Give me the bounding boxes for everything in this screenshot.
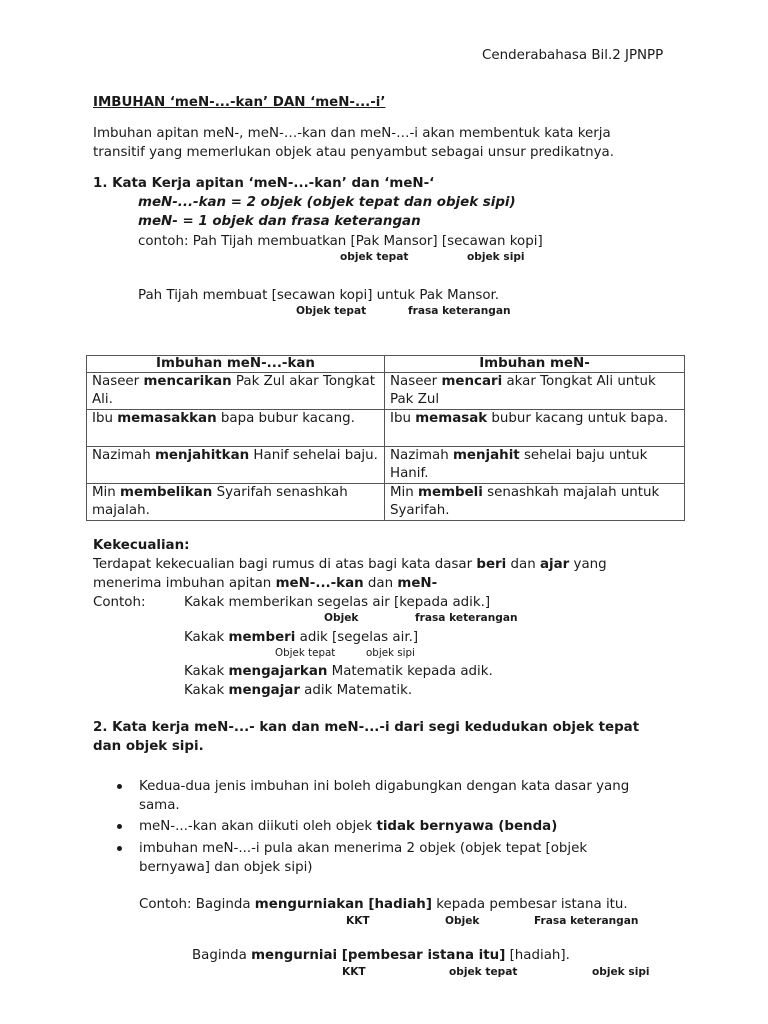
- text: kepada pembesar istana itu.: [431, 897, 628, 912]
- cell-text: Ibu: [92, 411, 118, 426]
- table-header-row: [87, 356, 685, 373]
- bullet-1-line-1: Kedua-dua jenis imbuhan ini boleh digabungkan dengan kata dasar yang: [139, 779, 630, 794]
- bold-word: tidak bernyawa (benda): [376, 819, 558, 834]
- table-cell: [385, 373, 685, 410]
- bullet-3-line-2: bernyawa] dan objek sipi): [139, 860, 313, 875]
- text: Kakak: [184, 683, 229, 698]
- exception-example-1-label-frasa: frasa keterangan: [415, 612, 518, 624]
- section-1-heading: 1. Kata Kerja apitan ‘meN-...-kan’ dan ‘meN-‘: [93, 176, 435, 191]
- cell-verb: menjahit: [452, 448, 520, 463]
- section-2-example-2: [192, 946, 570, 965]
- cell-text: Pak Zul akar Tongkat Ali.: [92, 374, 376, 407]
- cell-verb: mencarikan: [143, 374, 232, 389]
- bold-word: mengajarkan: [228, 664, 328, 679]
- exceptions-heading: Kekecualian:: [93, 538, 190, 553]
- bold-word: mengajar: [228, 683, 300, 698]
- cell-text: senashkah majalah untuk Syarifah.: [390, 485, 660, 518]
- exception-example-2-label-objek-tepat: Objek tepat: [275, 647, 336, 659]
- cell-text: Hanif sehelai baju.: [249, 448, 378, 463]
- cell-verb: membeli: [418, 485, 483, 500]
- text: dan: [363, 576, 398, 591]
- section-2-example-2-label-objek-tepat: objek tepat: [449, 966, 518, 978]
- table-cell: [385, 484, 685, 521]
- cell-text: sehelai baju untuk Hanif.: [390, 448, 648, 481]
- bullet-1-line-2: sama.: [139, 798, 180, 813]
- cell-text: bubur kacang untuk bapa.: [487, 411, 669, 426]
- cell-verb: membelikan: [120, 485, 213, 500]
- exception-example-3: [184, 662, 493, 681]
- bullet-3-line-1: imbuhan meN-...-i pula akan menerima 2 objek (objek tepat [objek: [139, 841, 588, 856]
- cell-text: bapa bubur kacang.: [216, 411, 355, 426]
- exceptions-line-1: [93, 555, 607, 574]
- table-cell: [385, 447, 685, 484]
- page-title: IMBUHAN ‘meN-...-kan’ DAN ‘meN-...-i’: [93, 95, 386, 110]
- bold-word: meN-...-kan: [275, 576, 364, 591]
- example-2-label-objek-tepat: Objek tepat: [296, 305, 367, 317]
- cell-verb: memasak: [415, 411, 488, 426]
- rule-men: meN- = 1 objek dan frasa keterangan: [138, 214, 421, 229]
- cell-text: Nazimah: [92, 448, 155, 463]
- text: Matematik kepada adik.: [327, 664, 493, 679]
- rule-men-kan: meN-...-kan = 2 objek (objek tepat dan objek sipi): [138, 195, 516, 210]
- cell-text: Min: [92, 485, 121, 500]
- cell-text: Naseer: [92, 374, 144, 389]
- text: [hadiah].: [505, 948, 570, 963]
- section-2-example-1-label-objek: Objek: [445, 915, 480, 927]
- table-header-men: Imbuhan meN-: [385, 356, 685, 373]
- cell-text: Syarifah senashkah majalah.: [92, 485, 348, 518]
- exception-example-2-label-objek-sipi: objek sipi: [366, 647, 415, 659]
- intro-line-1: Imbuhan apitan meN-, meN-…-kan dan meN-…-i akan membentuk kata kerja: [93, 126, 611, 141]
- bullet-2: [139, 817, 557, 836]
- section-2-example-1-label-frasa: Frasa keterangan: [534, 915, 639, 927]
- table-row: [87, 447, 685, 484]
- exception-example-1: Kakak memberikan segelas air [kepada adik.]: [184, 595, 491, 610]
- table-row: [87, 410, 685, 447]
- text: meN-...-kan akan diikuti oleh objek: [139, 819, 377, 834]
- cell-text: Ibu: [390, 411, 416, 426]
- cell-verb: mencari: [441, 374, 503, 389]
- text: Kakak: [184, 630, 229, 645]
- cell-text: Nazimah: [390, 448, 453, 463]
- bold-word: meN-: [397, 576, 438, 591]
- exception-example-1-label-objek: Objek: [324, 612, 359, 624]
- text: Terdapat kekecualian bagi rumus di atas bagi kata dasar: [93, 557, 477, 572]
- text: Kakak: [184, 664, 229, 679]
- bold-word: ajar: [539, 557, 570, 572]
- exception-example-2: [184, 628, 418, 647]
- text: adik [segelas air.]: [295, 630, 419, 645]
- example-1-sentence: contoh: Pah Tijah membuatkan [Pak Mansor] [secawan kopi]: [138, 234, 543, 249]
- text: dan: [506, 557, 540, 572]
- section-2-example-2-label-kkt: KKT: [342, 966, 366, 978]
- table-row: [87, 373, 685, 410]
- section-2-example-1-label-kkt: KKT: [346, 915, 370, 927]
- cell-text: Naseer: [390, 374, 442, 389]
- table-cell: [385, 410, 685, 447]
- section-2-example-2-label-objek-sipi: objek sipi: [592, 966, 650, 978]
- table-header-men-kan: Imbuhan meN-...-kan: [87, 356, 385, 373]
- comparison-table: [86, 355, 685, 521]
- exceptions-line-2: [93, 574, 437, 593]
- cell-verb: memasakkan: [117, 411, 217, 426]
- exception-example-4: [184, 681, 412, 700]
- table-cell: [87, 410, 385, 447]
- example-1-label-objek-sipi: objek sipi: [467, 251, 525, 263]
- text: yang: [569, 557, 607, 572]
- section-2-heading-line-1: 2. Kata kerja meN-...- kan dan meN-...-i dari segi kedudukan objek tepat: [93, 720, 640, 735]
- bold-word: memberi: [228, 630, 296, 645]
- cell-text: akar Tongkat Ali untuk Pak Zul: [390, 374, 656, 407]
- bold-word: beri: [476, 557, 507, 572]
- text: Baginda: [192, 948, 252, 963]
- example-2-label-frasa-keterangan: frasa keterangan: [408, 305, 511, 317]
- section-2-example-1: [139, 895, 628, 914]
- table-cell: [87, 373, 385, 410]
- example-2-sentence: Pah Tijah membuat [secawan kopi] untuk Pak Mansor.: [138, 288, 500, 303]
- table-cell: [87, 484, 385, 521]
- page-header: Cenderabahasa Bil.2 JPNPP: [482, 48, 664, 63]
- intro-line-2: transitif yang memerlukan objek atau penyambut sebagai unsur predikatnya.: [93, 145, 614, 160]
- bullet-dot-icon: [117, 846, 122, 851]
- text: menerima imbuhan apitan: [93, 576, 276, 591]
- text: adik Matematik.: [299, 683, 413, 698]
- table-cell: [87, 447, 385, 484]
- bullet-dot-icon: [117, 824, 122, 829]
- text: Contoh: Baginda: [139, 897, 255, 912]
- cell-verb: menjahitkan: [154, 448, 250, 463]
- example-1-label-objek-tepat: objek tepat: [340, 251, 409, 263]
- bullet-dot-icon: [117, 784, 122, 789]
- contoh-label: Contoh:: [93, 595, 146, 610]
- cell-text: Min: [390, 485, 419, 500]
- section-2-heading-line-2: dan objek sipi.: [93, 739, 204, 754]
- bold-word: mengurniakan [hadiah]: [254, 897, 432, 912]
- bold-word: mengurniai [pembesar istana itu]: [251, 948, 506, 963]
- table-row: [87, 484, 685, 521]
